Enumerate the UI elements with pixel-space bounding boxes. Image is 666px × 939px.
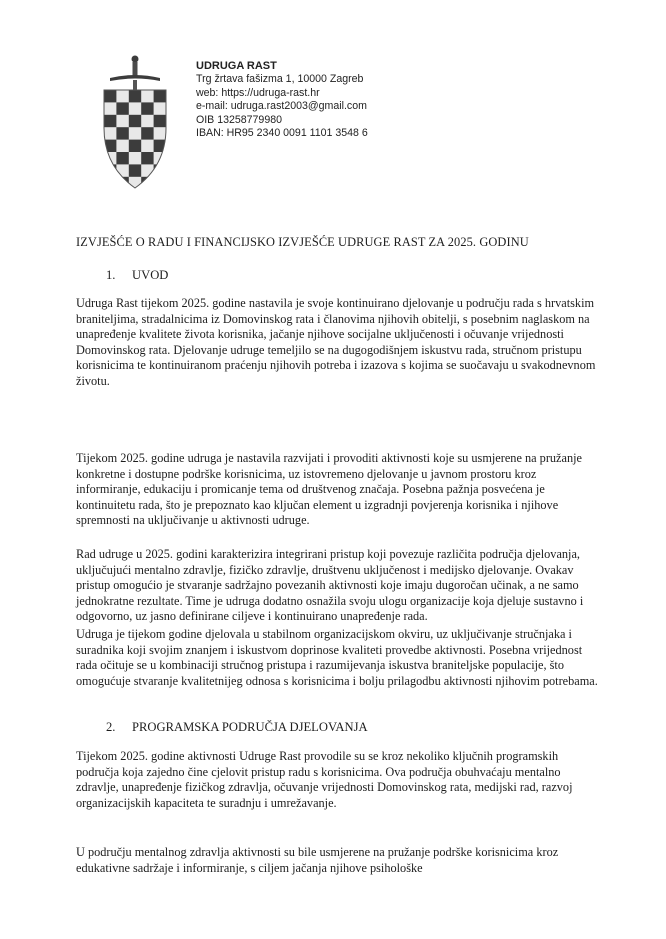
section-title: UVOD [132,268,169,282]
organization-header [196,60,368,140]
organization-email: e-mail: udruga.rast2003@gmail.com [196,100,367,113]
paragraph: Udruga Rast tijekom 2025. godine nastavila je svoje kontinuirano djelovanje u području rada s hrvatskim braniteljima, stradalnicima iz Domovinskog rata i članovima njihovih obitelji, s posebnim naglaskom na unapređenje kvalitete života korisnika, jačanje njihove socijalne uključenosti i očuvanje vrijednosti Domovinskog rata. Djelovanje udruge temeljilo se na dugogodišnjem iskustvu rada, stručnom pristupu korisnicima te kontinuiranom praćenju njihovih potreba i izazova s kojima se suočavaju u svakodnevnom životu. [76,296,596,388]
organization-name: UDRUGA RAST [196,60,277,72]
paragraph: Rad udruge u 2025. godini karakterizira integrirani pristup koji povezuje različita područja djelovanja, uključujući mentalno zdravlje, fizičko zdravlje, društvenu uključenost i medijsko djelovanje. Ovakav pristup omogućio je stvaranje sadržajno povezanih aktivnosti koje imaju dugoročan učinak, a ne samo jednokratne rezultate. Time je udruga dodatno osnažila svoju ulogu organizacije koja djeluje sustavno i odgovorno, uz jasno definirane ciljeve i kontinuirano unapređenje rada. [76,547,584,623]
section-heading-uvod [106,268,168,283]
section-title: PROGRAMSKA PODRUČJA DJELOVANJA [132,720,368,734]
organization-oib: OIB 13258779980 [196,113,283,126]
paragraph: U području mentalnog zdravlja aktivnosti su bile usmjerene na pružanje podrške korisnicima kroz edukativne sadržaje i informiranje, s ciljem jačanja njihove psihološke [76,845,559,875]
section-heading-programska-podrucja [106,720,368,735]
organization-web: web: https://udruga-rast.hr [196,86,320,99]
organization-iban: IBAN: HR95 2340 0091 1101 3548 6 [196,127,368,140]
document-title: IZVJEŠĆE O RADU I FINANCIJSKO IZVJEŠĆE UDRUGE RAST ZA 2025. GODINU [76,235,529,249]
paragraph: Tijekom 2025. godine udruga je nastavila razvijati i provoditi aktivnosti koje su usmjerene na pružanje konkretne i dostupne podrške korisnicima, uz istovremeno djelovanje u javnom prostoru kroz informiranje, edukaciju i promicanje tema od društvenog značaja. Posebna pažnja posvećena je kontinuitetu rada, što je prepoznato kao ključan element u izgradnji povjerenja korisnika i njihove spremnosti na uključivanje u aktivnosti udruge. [76,451,582,527]
organization-address: Trg žrtava fašizma 1, 10000 Zagreb [196,73,364,86]
section-number: 2. [106,720,116,734]
paragraph: Tijekom 2025. godine aktivnosti Udruge Rast provodile su se kroz nekoliko ključnih programskih područja koja zajedno čine cjelovit pristup radu s korisnicima. Ova područja obuhvaćaju mentalno zdravlje, unapređenje fizičkog zdravlja, očuvanje vrijednosti Domovinskog rata, medijski rad, razvoj organizacijskih kapaciteta te suradnju i umrežavanje. [76,749,573,810]
section-number: 1. [106,268,116,282]
paragraph: Udruga je tijekom godine djelovala u stabilnom organizacijskom okviru, uz uključivanje stručnjaka i suradnika koji svojim znanjem i iskustvom doprinose kvaliteti provedbe aktivnosti. Posebna vrijednost rada očituje se u kombinaciji stručnog pristupa i razumijevanja iskustva braniteljske populacije, što omogućuje stvaranje kvalitetnijeg odnosa s korisnicima i bolju prilagodbu aktivnosti njihovim potrebama. [76,627,598,688]
sword-checkered-shield-icon [100,54,170,194]
